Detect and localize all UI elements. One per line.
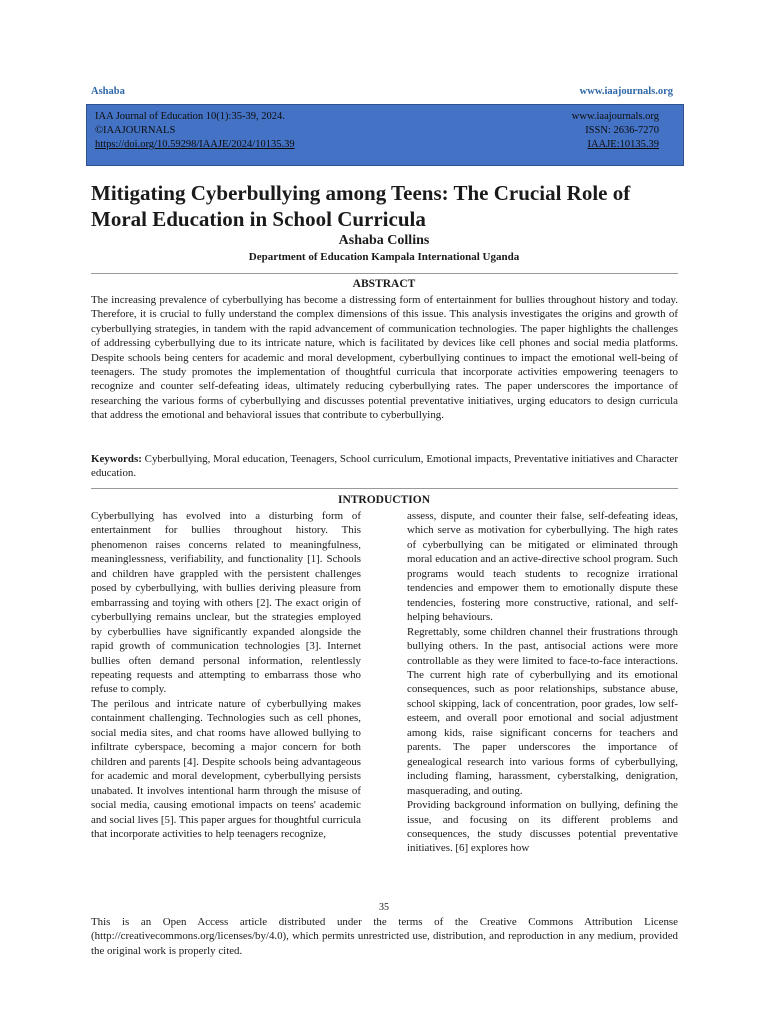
running-header-url[interactable]: www.iaajournals.org [579,86,673,97]
journal-copyright: ©IAAJOURNALS [95,125,176,136]
license-footer: This is an Open Access article distributed under the terms of the Creative Commons Attribution License (http://creativecommons.org/licenses/by/4.0), which permits unrestricted use, distribution, and reproduction in any medium, provided the original work is properly cited. [91,916,678,957]
divider [91,488,678,489]
paragraph: assess, dispute, and counter their false, self-defeating ideas, which serve as motivation for cyberbullying. The high rates of cyberbullying can be mitigated or eliminated through moral education and an active-directive school program. Such programs would teach students to recognize irrational tendencies and empower them to emotionally dispute these tendencies, fostering more constructive, rational, and self-helping behaviours. [407,510,678,624]
keywords-list: Cyberbullying, Moral education, Teenagers, School curriculum, Emotional impacts, Preventative initiatives and Character education. [91,453,678,480]
running-header [91,86,673,102]
page-number: 35 [379,902,389,913]
journal-issn: ISSN: 2636-7270 [585,125,659,136]
intro-column-left [91,509,361,841]
running-header-author: Ashaba [91,86,125,97]
journal-citation: IAA Journal of Education 10(1):35-39, 2024. [95,111,285,122]
intro-column-right [407,509,678,856]
abstract-heading: ABSTRACT [352,278,416,290]
introduction-heading: INTRODUCTION [337,494,430,506]
paragraph: Cyberbullying has evolved into a disturbing form of entertainment for bullies throughout history. This phenomenon raises concerns related to meaningfulness, meaninglessness, verifiability, and functionality [1]. Schools and children have grappled with the persistent challenges posed by cyberbullying, with bullies deriving pleasure from embarrassing and toying with others [2]. The exact origin of cyberbullying remains unclear, but the strategies employed by cyberbullies have significantly expanded alongside the rapid growth of communication technologies [3]. Internet bullies often demand personal information, relentlessly repeating requests and attempting to embarrass those who refuse to comply. [91,510,361,696]
author-affiliation: Department of Education Kampala International Uganda [248,251,520,263]
doi-link[interactable]: https://doi.org/10.59298/IAAJE/2024/10135.39 [95,139,295,150]
abstract-text: The increasing prevalence of cyberbullying has become a distressing form of entertainment for bullies throughout history and today. Therefore, it is crucial to fully understand the complex dimensions of this issue. This analysis investigates the origins and growth of cyberbullying strategies, in tandem with the rapid advancement of communication technologies. The paper highlights the challenges of addressing cyberbullying due to its intricate nature, which is facilitated by devices like cell phones and social media platforms. Despite schools being centers for academic and moral development, cyberbullying continues to impact the emotional well-being of teenagers. The study promotes the implementation of thoughtful curricula that incorporate activities empowering teenagers to recognize and counter self-defeating ideas, ultimately reducing cyberbullying rates. The paper underscores the importance of researching the various forms of cyberbullying and discusses potential preventative initiatives, urging educators to design curricula that address the emotional and behavioral issues that contribute to cyberbullying. [91,294,678,422]
paragraph: The perilous and intricate nature of cyberbullying makes containment challenging. Technologies such as cell phones, social media sites, and chat rooms have allowed bullying to infiltrate cyberspace, becoming a major concern for both children and parents [4]. Despite schools being advantageous for academic and moral development, cyberbullying persists unabated. It involves intentional harm through the misuse of social media, causing emotional impacts on teens' academic and social lives [5]. This paper argues for thoughtful curricula that incorporate activities to help teenagers recognize, [91,697,361,840]
article-title: Mitigating Cyberbullying among Teens: The Crucial Role of Moral Education in School Curricula [91,181,631,231]
paragraph: Regrettably, some children channel their frustrations through bullying others. In the past, antisocial actions were more controllable as they were limited to face-to-face interactions. The current high rate of cyberbullying and its emotional consequences, such as poor relationships, substance abuse, school skipping, lack of concentration, poor grades, low self-esteem, and overall poor emotional and social adjustment among kids, raise significant concerns for teachers and parents. The paper underscores the importance of genealogical research into various forms of cyberbullying, including flaming, harassment, cyberstalking, denigration, masquerading, and outing. [407,625,678,797]
keywords [91,452,678,481]
article-author: Ashaba Collins [338,233,430,248]
journal-banner [86,104,684,166]
keywords-label: Keywords: [91,453,142,465]
divider [91,273,678,274]
article-code: IAAJE:10135.39 [587,139,659,150]
journal-site[interactable]: www.iaajournals.org [571,111,659,122]
paragraph: Providing background information on bullying, defining the issue, and focusing on its different problems and consequences, the study discusses potential preventative initiatives. [6] explores how [407,799,678,855]
